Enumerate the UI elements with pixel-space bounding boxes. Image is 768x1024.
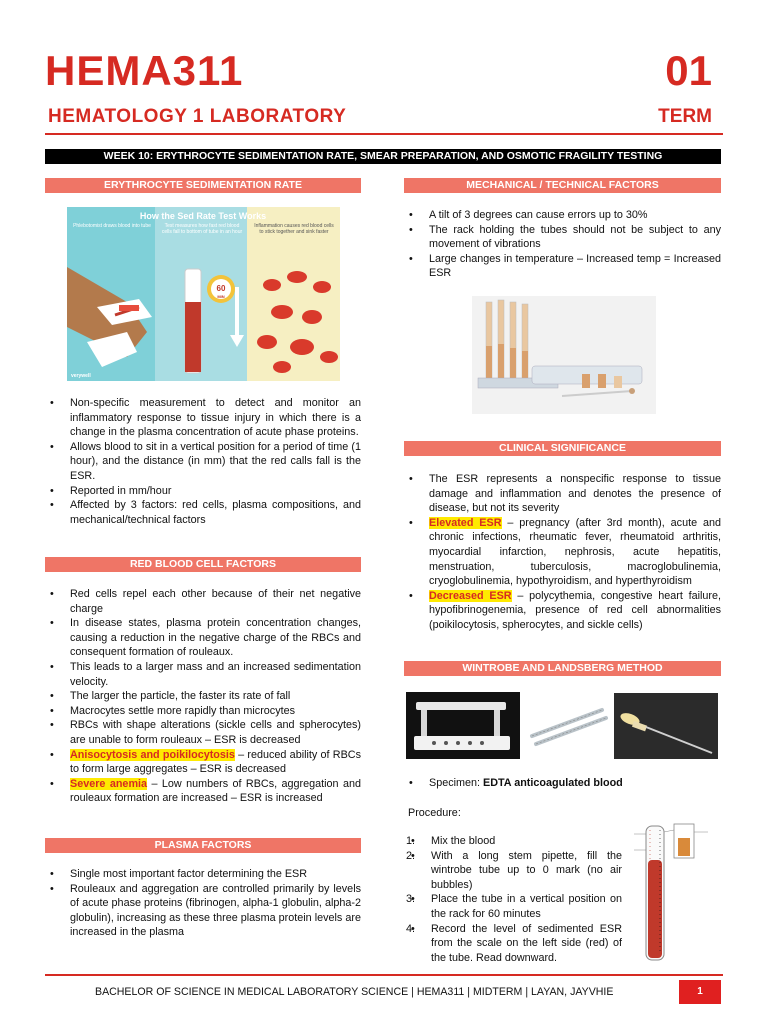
wintrobe-heading: WINTROBE AND LANDSBERG METHOD	[404, 661, 721, 676]
list-item: • 1. Mix the blood	[406, 834, 622, 849]
procedure-steps	[406, 834, 622, 965]
timer-value: 60	[216, 284, 226, 293]
infographic-step-1: Phlebotomist draws blood into tube	[73, 223, 151, 229]
list-item: • Specimen: EDTA anticoagulated blood	[404, 776, 721, 791]
clinical-heading: CLINICAL SIGNIFICANCE	[404, 441, 721, 456]
footer-text: BACHELOR OF SCIENCE IN MEDICAL LABORATORY SCIENCE | HEMA311 | MIDTERM | LAYAN, JAYVHIE	[95, 986, 614, 998]
list-item: • Single most important factor determining the ESR	[45, 867, 361, 882]
infographic-brand: verywell	[71, 373, 91, 379]
list-item: • Macrocytes settle more rapidly than microcytes	[45, 704, 361, 719]
esr-rack-photo	[472, 296, 656, 414]
list-item: • 2. With a long stem pipette, fill the wintrobe tube up to 0 mark (no air bubbles)	[406, 849, 622, 893]
infographic-step-3: Inflammation causes red blood cells to stick together and sink faster	[254, 223, 334, 235]
list-item: • 3. Place the tube in a vertical position on the rack for 60 minutes	[406, 892, 622, 921]
highlight-severe-anemia: Severe anemia	[70, 777, 148, 790]
list-item: • The ESR represents a nonspecific response to tissue damage and inflammation and denotes the presence of disease, but not its severity	[404, 472, 721, 516]
plasma-heading: PLASMA FACTORS	[45, 838, 361, 853]
list-item: • Rouleaux and aggregation are controlled primarily by levels of acute phase proteins (fibrinogen, alpha-1 globulin, alpha-2 globulin), increasing as these three plasma protein levels are increased in the plasma	[45, 882, 361, 940]
list-item: • Red cells repel each other because of their net negative charge	[45, 587, 361, 616]
mechanical-bullets	[404, 208, 721, 281]
list-item: • Affected by 3 factors: red cells, plasma compositions, and mechanical/technical factors	[45, 498, 361, 527]
list-item: • The larger the particle, the faster its rate of fall	[45, 689, 361, 704]
course-title: HEMATOLOGY 1 LABORATORY	[48, 106, 347, 127]
course-code: HEMA311	[45, 47, 244, 94]
list-item: • Severe anemia – Low numbers of RBCs, aggregation and rouleaux formation are increased – ESR is increased	[45, 777, 361, 806]
sed-rate-infographic	[67, 207, 340, 381]
list-item: • The rack holding the tubes should not be subject to any movement of vibrations	[404, 223, 721, 252]
list-item: • Non-specific measurement to detect and monitor an inflammatory response to tissue injury in which there is a change in the plasma concentration of acute phase proteins.	[45, 396, 361, 440]
esr-bullets	[45, 396, 361, 527]
wintrobe-tubes-photo	[528, 700, 610, 748]
procedure-label: Procedure:	[408, 807, 461, 819]
footer-divider	[45, 974, 723, 976]
timer-unit: MIN	[217, 294, 225, 299]
rbc-bullets	[45, 587, 361, 806]
list-item: • RBCs with shape alterations (sickle cells and spherocytes) are unable to form rouleaux – ESR is decreased	[45, 718, 361, 747]
list-item: • Elevated ESR – pregnancy (after 3rd month), acute and chronic infections, rheumatic fever, rheumatoid arthritis, myocardial infarction, nephrosis, acute hepatitis, menstruation, tuberculosis, macroglobulinemia, cryoglobulinemia, hypothyroidism, and hyperthyroidism	[404, 516, 721, 589]
wintrobe-tube-diagram	[630, 820, 720, 968]
specimen-list	[404, 776, 721, 791]
list-item: • 4. Record the level of sedimented ESR from the scale on the left side (red) of the tube. Read downward.	[406, 922, 622, 966]
infographic-step-2: Test measures how fast red blood cells fall to bottom of tube in an hour	[161, 223, 243, 235]
infographic-title: How the Sed Rate Test Works	[139, 211, 267, 221]
list-item: • Allows blood to sit in a vertical position for a period of time (1 hour), and the distance (in mm) that the red calls fall is the ESR.	[45, 440, 361, 484]
highlight-decreased-esr: Decreased ESR	[429, 589, 512, 602]
list-item: • This leads to a larger mass and an increased sedimentation velocity.	[45, 660, 361, 689]
highlight-elevated-esr: Elevated ESR	[429, 516, 502, 529]
list-item: • Decreased ESR – polycythemia, congestive heart failure, hypofibrinogenemia, presence of red cell abnormalities (poikilocytosis, spherocytes, and sickle cells)	[404, 589, 721, 633]
highlight-anisocytosis: Anisocytosis and poikilocytosis	[70, 748, 235, 761]
clinical-bullets	[404, 472, 721, 633]
list-item: • In disease states, plasma protein concentration changes, causing a reduction in the negative charge of the RBCs and consequent formation of rouleaux.	[45, 616, 361, 660]
list-item: • Reported in mm/hour	[45, 484, 361, 499]
header-divider	[45, 133, 723, 135]
specimen-value: EDTA anticoagulated blood	[483, 777, 623, 789]
list-item: • Large changes in temperature – Increased temp = Increased ESR	[404, 252, 721, 281]
rbc-heading: RED BLOOD CELL FACTORS	[45, 557, 361, 572]
esr-heading: ERYTHROCYTE SEDIMENTATION RATE	[45, 178, 361, 193]
plasma-bullets	[45, 867, 361, 940]
term-number: 01	[665, 47, 712, 94]
list-item: • Anisocytosis and poikilocytosis – reduced ability of RBCs to form large aggregates – ESR is decreased	[45, 748, 361, 777]
pipette-photo	[614, 693, 718, 759]
mechanical-heading: MECHANICAL / TECHNICAL FACTORS	[404, 178, 721, 193]
page-number: 1	[679, 980, 721, 1004]
list-item: • A tilt of 3 degrees can cause errors up to 30%	[404, 208, 721, 223]
term-label: TERM	[658, 106, 712, 127]
wintrobe-rack-photo	[406, 692, 520, 759]
week-banner: WEEK 10: ERYTHROCYTE SEDIMENTATION RATE, SMEAR PREPARATION, AND OSMOTIC FRAGILITY TESTING	[45, 149, 721, 164]
